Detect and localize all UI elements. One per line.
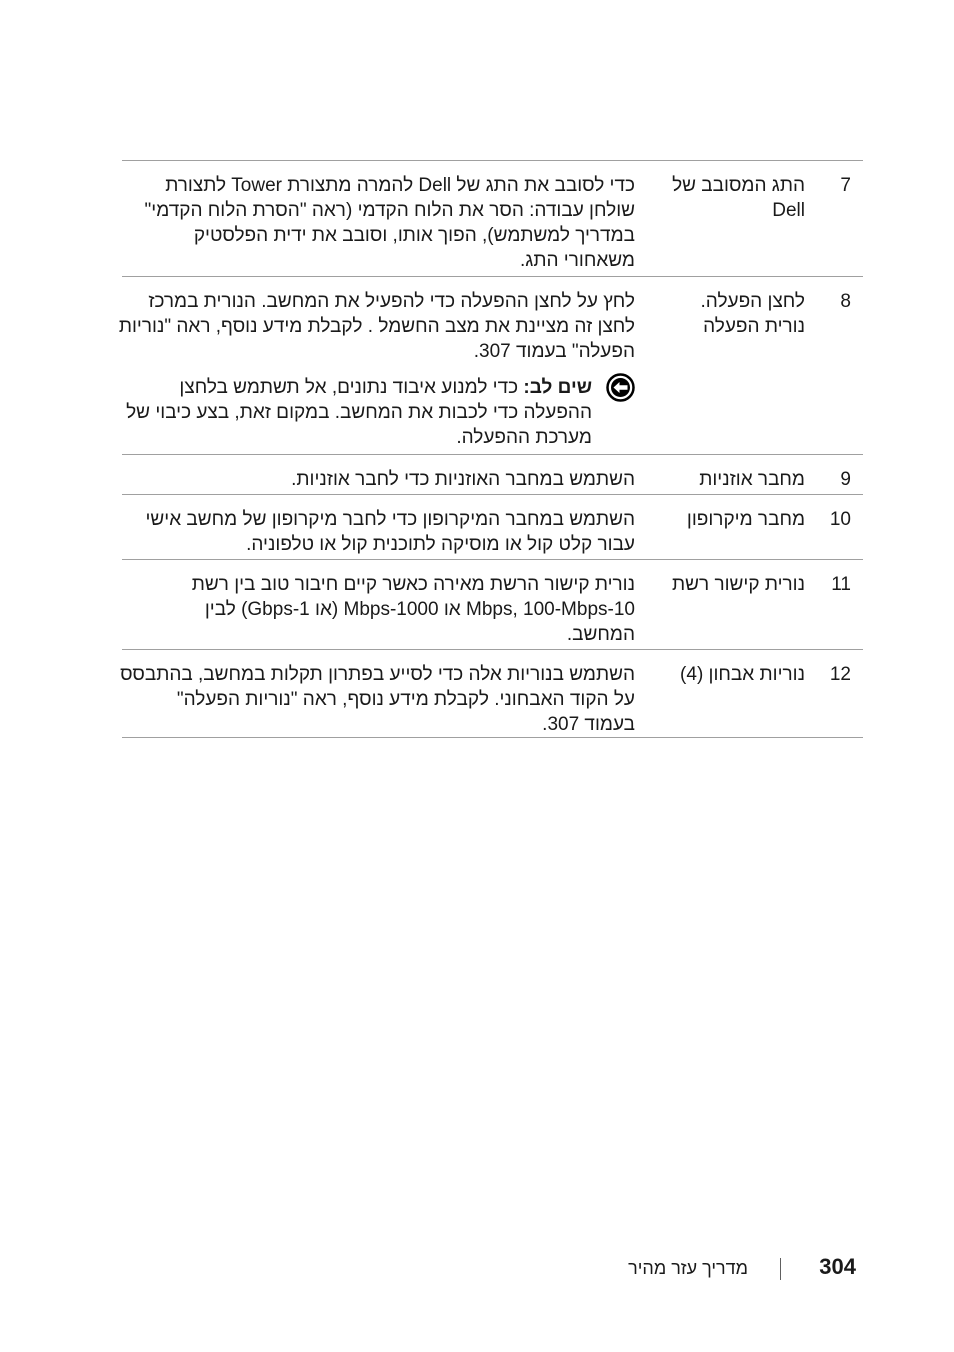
row-number: 9 <box>840 469 851 490</box>
table-row-11 <box>122 560 863 650</box>
name-line: לחצן הפעלה. <box>700 291 805 312</box>
table-row-8 <box>118 277 863 455</box>
component-description <box>123 507 635 557</box>
component-description <box>120 662 635 737</box>
desc-line: 10-Mbps, 100-Mbps או 1000-Mbps (או 1-Gbps) לבין <box>204 599 635 620</box>
desc-line: לחץ על לחצן ההפעלה כדי להפעיל את המחשב. הנורית במרכז <box>148 291 635 312</box>
component-name <box>653 662 805 687</box>
notice-arrow-icon <box>606 373 635 402</box>
component-name <box>653 507 805 532</box>
row-number: 8 <box>840 291 851 312</box>
name-line: Dell <box>772 200 805 221</box>
desc-line: שולחן עבודה: הסר את הלוח הקדמי (ראה "הסרת הלוח הקדמי" <box>144 200 635 221</box>
component-name <box>653 467 805 492</box>
name-line: נורית הפעלה <box>703 316 805 337</box>
name-line: התג המסובב של <box>672 175 805 196</box>
table-row-7 <box>122 161 863 277</box>
notice-line: ההפעלה כדי לכבות את המחשב. במקום זאת, בצע כיבוי של <box>126 402 592 423</box>
component-description <box>123 467 635 492</box>
row-number: 12 <box>829 664 851 685</box>
footer-divider <box>780 1258 781 1280</box>
desc-line: לחצן זה מציינת את מצב החשמל . לקבלת מידע נוסף, ראה "נוריות <box>118 316 635 337</box>
component-name <box>653 289 805 339</box>
name-line: נוריות אבחון (4) <box>680 664 805 685</box>
notice-line-text: כדי למנוע איבוד נתונים, אל תשתמש בלחצן <box>179 377 519 398</box>
desc-line: השתמש בנוריות אלה כדי לסייע בפתרון תקלות במחשב, בהתבסס <box>120 664 635 685</box>
notice-label: שים לב: <box>523 377 592 398</box>
desc-line: הפעלה" בעמוד 307. <box>473 341 635 362</box>
desc-line: עבור קלט קול או מוסיקה לתוכנית קול או טלפוניה. <box>246 534 635 555</box>
component-description <box>118 289 635 364</box>
name-line: נורית קישור רשת <box>672 574 805 595</box>
table-row-10 <box>122 495 863 560</box>
desc-line: בעמוד 307. <box>542 714 635 735</box>
desc-line: השתמש במחבר האוזניות כדי לחבר אוזניות. <box>291 469 635 490</box>
table-row-12 <box>122 650 863 738</box>
component-description <box>123 173 635 273</box>
page-number: 304 <box>819 1254 856 1279</box>
component-name <box>653 173 805 223</box>
notice-line <box>123 375 592 400</box>
desc-line: במדריך למשתמש), הפוך אותו, וסובב את ידית הפלסטיק <box>193 225 635 246</box>
table-row-9 <box>122 455 863 495</box>
name-line: מחבר מיקרופון <box>686 509 805 530</box>
desc-line: כדי לסובב את התג של Dell להמרה מתצורת Tower לתצורת <box>165 175 635 196</box>
notice-text <box>123 375 592 450</box>
component-description <box>123 572 635 647</box>
component-table <box>118 160 863 738</box>
desc-line: על הקוד האבחוני. לקבלת מידע נוסף, ראה "נוריות הפעלה" <box>176 689 635 710</box>
component-name <box>653 572 805 597</box>
desc-line: השתמש במחבר המיקרופון כדי לחבר מיקרופון של מחשב אישי <box>145 509 635 530</box>
page-footer <box>600 1252 860 1284</box>
desc-line: משאחורי התג. <box>520 250 635 271</box>
notice-line: מערכת ההפעלה. <box>456 427 592 448</box>
desc-line: נורית קישור הרשת מאירה כאשר קיים חיבור טוב בין רשת <box>191 574 635 595</box>
row-number: 10 <box>829 509 851 530</box>
row-number: 11 <box>831 574 851 595</box>
row-number: 7 <box>840 175 851 196</box>
notice-box <box>123 373 635 453</box>
footer-title: מדריך עזר מהיר <box>628 1258 748 1278</box>
name-line: מחבר אוזניות <box>699 469 805 490</box>
desc-line: המחשב. <box>566 624 635 645</box>
